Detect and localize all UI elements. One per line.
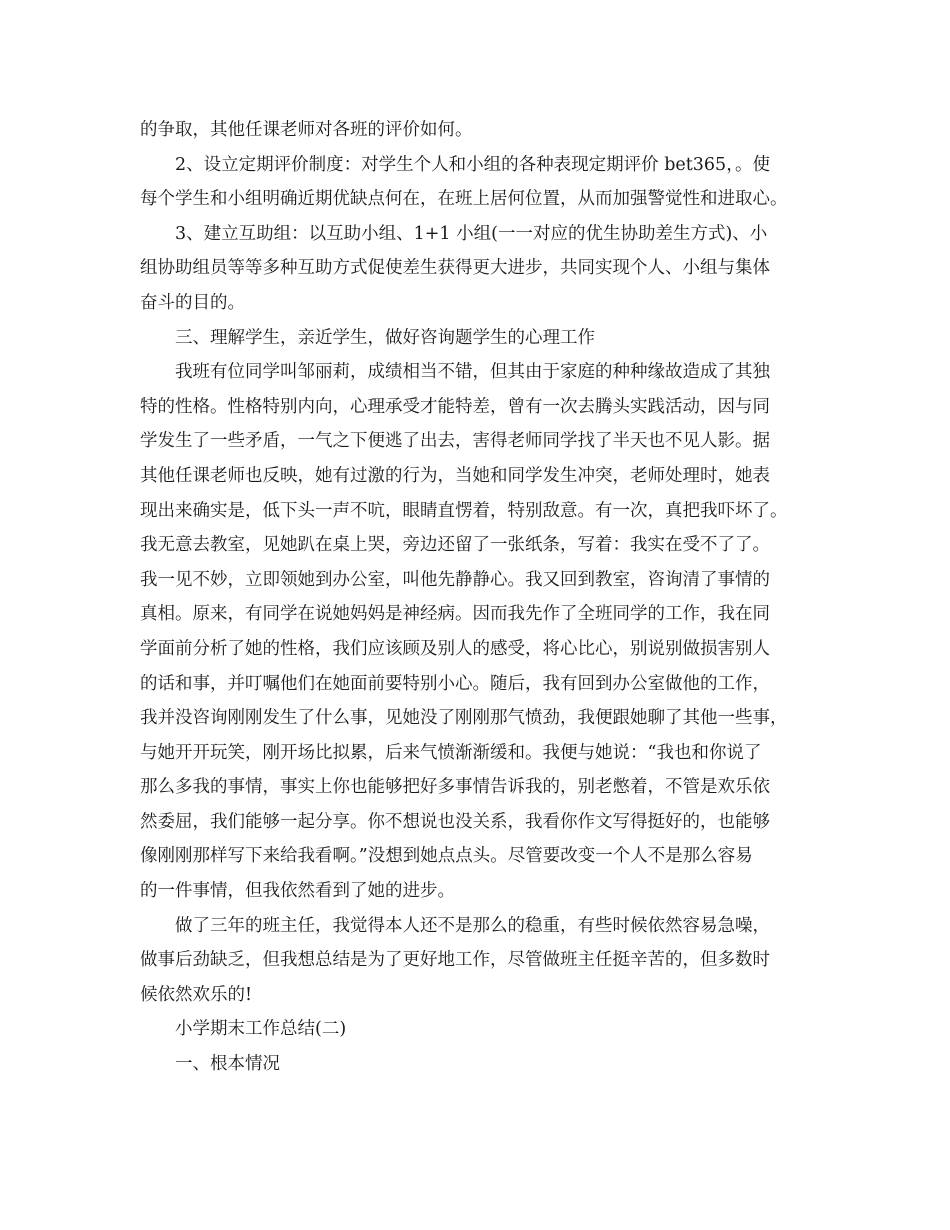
- text-line: 做事后劲缺乏，但我想总结是为了更好地工作，尽管做班主任挺辛苦的，但多数时: [140, 950, 770, 971]
- text-line: 候依然欢乐的!: [140, 984, 253, 1005]
- text-line: 其他任课老师也反映，她有过激的行为，当她和同学发生冲突，老师处理时，她表: [140, 465, 770, 486]
- text-line: 的争取，其他任课老师对各班的评价如何。: [140, 120, 473, 140]
- text-line: 学发生了一些矛盾，一气之下便逃了出去，害得老师同学找了半天也不见人影。据: [140, 431, 770, 452]
- text-line: 我并没咨询刚刚发生了什么事，见她没了刚刚那气愤劲，我便跟她聊了其他一些事，: [140, 708, 788, 729]
- text-line: 小学期末工作总结(二): [175, 1019, 347, 1040]
- text-line: 那么多我的事情，事实上你也能够把好多事情告诉我的，别老憋着，不管是欢乐依: [140, 777, 770, 798]
- text-line: 我一见不妙，立即领她到办公室，叫他先静静心。我又回到教室，咨询清了事情的: [140, 569, 770, 590]
- text-line: 组协助组员等等多种互助方式促使差生获得更大进步，共同实现个人、小组与集体: [140, 258, 770, 279]
- text-line: 与她开开玩笑，刚开场比拟累，后来气愤渐渐缓和。我便与她说：“我也和你说了: [140, 742, 762, 763]
- text-line: 奋斗的目的。: [140, 292, 245, 313]
- text-line: 现出来确实是，低下头一声不吭，眼睛直愣着，特别敌意。有一次，真把我吓坏了。: [140, 500, 788, 521]
- text-line: 真相。原来，有同学在说她妈妈是神经病。因而我先作了全班同学的工作，我在同: [140, 604, 770, 625]
- text-line: 每个学生和小组明确近期优缺点何在，在班上居何位置，从而加强警觉性和进取心。: [140, 189, 788, 210]
- text-line: 学面前分析了她的性格，我们应该顾及别人的感受，将心比心，别说别做损害别人: [140, 638, 770, 659]
- text-line: 3、建立互助组：以互助小组、1+1 小组(一一对应的优生协助差生方式)、小: [175, 223, 768, 244]
- text-line: 的话和事，并叮嘱他们在她面前要特别小心。随后，我有回到办公室做他的工作，: [140, 673, 770, 694]
- text-line: 一、根本情况: [175, 1054, 280, 1075]
- text-line: 做了三年的班主任，我觉得本人还不是那么的稳重，有些时候依然容易急噪，: [175, 915, 770, 936]
- document-body: [140, 113, 830, 1082]
- text-line: 的一件事情，但我依然看到了她的进步。: [140, 881, 455, 902]
- text-line: 2、设立定期评价制度：对学生个人和小组的各种表现定期评价 bet365，。使: [175, 154, 770, 175]
- text-line: 三、理解学生，亲近学生，做好咨询题学生的心理工作: [175, 327, 595, 348]
- text-line: 我无意去教室，见她趴在桌上哭，旁边还留了一张纸条，写着：我实在受不了了。: [140, 535, 770, 556]
- text-line: 像刚刚那样写下来给我看啊。”没想到她点点头。尽管要改变一个人不是那么容易: [140, 846, 753, 867]
- text-line: 特的性格。性格特别内向，心理承受才能特差，曾有一次去腾头实践活动，因与同: [140, 396, 770, 417]
- text-line: 我班有位同学叫邹丽莉，成绩相当不错，但其由于家庭的种种缘故造成了其独: [175, 362, 770, 383]
- text-line: 然委屈，我们能够一起分享。你不想说也没关系，我看你作文写得挺好的，也能够: [140, 811, 770, 832]
